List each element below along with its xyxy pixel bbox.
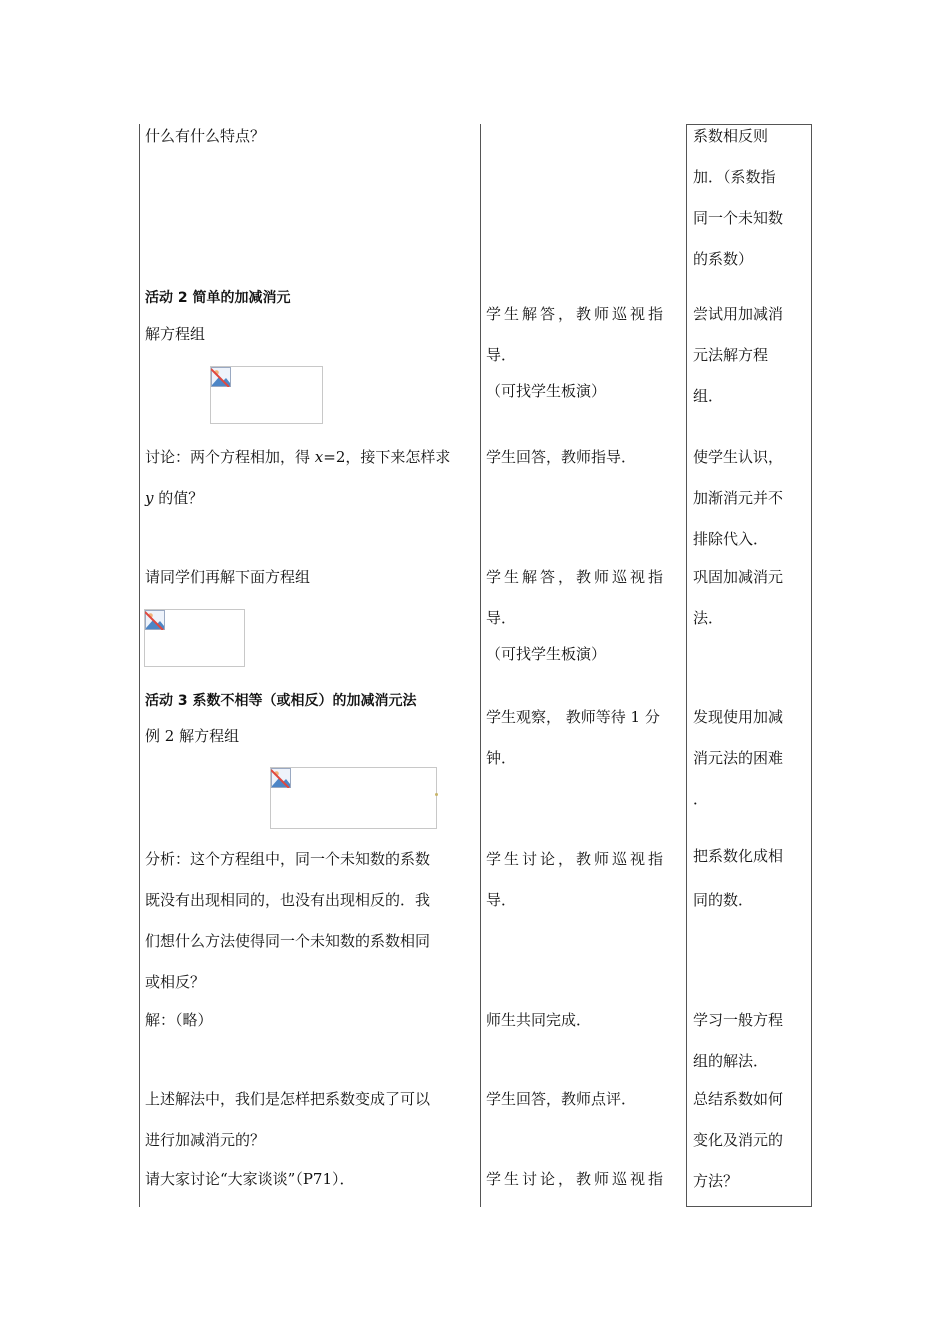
- teacher-activity-4-line-2: 钟．: [486, 749, 517, 767]
- column3-bottom-border: [686, 1206, 812, 1207]
- equation-image-3: [270, 767, 437, 829]
- example-2: 例 2 解方程组: [145, 727, 240, 745]
- discussion-text-b: =2，接下来怎样求: [323, 448, 451, 466]
- purpose-2-line-1: 尝试用加减消: [693, 305, 784, 323]
- broken-image-icon: [145, 610, 165, 630]
- above-line-1: 上述解法中，我们是怎样把系数变成了可以: [145, 1090, 431, 1108]
- solve-again-text: 请同学们再解下面方程组: [145, 568, 311, 586]
- equation-image-1: [210, 366, 323, 424]
- broken-image-icon: [271, 768, 291, 788]
- purpose-7-line-2: 组的解法．: [693, 1052, 769, 1070]
- purpose-4-line-1: 巩固加减消元: [693, 568, 784, 586]
- discussion-text-c: 的值？: [153, 489, 204, 507]
- purpose-1-line-4: 的系数）: [693, 250, 754, 268]
- teacher-activity-2: 学生回答，教师指导．: [486, 448, 637, 466]
- purpose-7-line-1: 学习一般方程: [693, 1011, 784, 1029]
- teacher-activity-3-line-1: 学生解答，教师巡视指: [486, 568, 667, 586]
- annotation-dot: [435, 793, 438, 796]
- table-right-border: [811, 124, 812, 1207]
- activity-3-title: 活动 3 系数不相等（或相反）的加减消元法: [145, 693, 417, 709]
- purpose-3-line-1: 使学生认识，: [693, 448, 784, 466]
- purpose-5-line-2: 消元法的困难: [693, 749, 784, 767]
- purpose-3-line-3: 排除代入．: [693, 530, 769, 548]
- analysis-line-2: 既没有出现相同的，也没有出现相反的．我: [145, 891, 431, 909]
- solution-text: 解：（略）: [145, 1011, 213, 1029]
- question-intro: 什么有什么特点？: [145, 127, 266, 145]
- purpose-1-line-3: 同一个未知数: [693, 209, 784, 227]
- variable-y: y: [145, 489, 154, 507]
- teacher-activity-6: 师生共同完成．: [486, 1011, 592, 1029]
- discussion-prompt: 请大家讨论“大家谈谈”（P71）．: [145, 1170, 355, 1188]
- teacher-activity-1-line-3: （可找学生板演）: [486, 382, 607, 400]
- teacher-activity-4-line-1: 学生观察， 教师等待 1 分: [486, 708, 660, 726]
- above-line-2: 进行加减消元的？: [145, 1131, 266, 1149]
- purpose-5-line-1: 发现使用加减: [693, 708, 784, 726]
- teacher-activity-7: 学生回答，教师点评．: [486, 1090, 637, 1108]
- teacher-activity-3-line-2: 导．: [486, 609, 517, 627]
- purpose-5-line-3: ．: [693, 790, 709, 808]
- purpose-6-line-2: 同的数．: [693, 891, 754, 909]
- teacher-activity-1-line-1: 学生解答，教师巡视指: [486, 305, 667, 323]
- purpose-8-line-3: 方法？: [693, 1172, 739, 1190]
- analysis-line-4: 或相反？: [145, 973, 206, 991]
- column-divider-2: [686, 124, 687, 1207]
- column-divider-1: [480, 124, 481, 1207]
- purpose-2-line-3: 组．: [693, 387, 724, 405]
- purpose-2-line-2: 元法解方程: [693, 346, 769, 364]
- analysis-line-1: 分析：这个方程组中，同一个未知数的系数: [145, 850, 431, 868]
- purpose-8-line-2: 变化及消元的: [693, 1131, 784, 1149]
- discussion-line-1: [145, 437, 450, 478]
- discussion-line-2: [145, 478, 203, 519]
- teacher-activity-8: 学生讨论，教师巡视指: [486, 1170, 667, 1188]
- teacher-activity-3-line-3: （可找学生板演）: [486, 645, 607, 663]
- purpose-4-line-2: 法．: [693, 609, 724, 627]
- teacher-activity-5-line-2: 导．: [486, 891, 517, 909]
- teacher-activity-5-line-1: 学生讨论，教师巡视指: [486, 850, 667, 868]
- teacher-activity-1-line-2: 导．: [486, 346, 517, 364]
- activity-2-solve: 解方程组: [145, 325, 206, 343]
- purpose-1-line-1: 系数相反则: [693, 127, 769, 145]
- purpose-3-line-2: 加渐消元并不: [693, 489, 784, 507]
- equation-image-2: [144, 609, 245, 667]
- purpose-1-line-2: 加．（系数指: [693, 168, 776, 186]
- table-left-border: [139, 124, 140, 1207]
- discussion-text-a: 讨论：两个方程相加，得: [145, 448, 315, 466]
- activity-2-title: 活动 2 简单的加减消元: [145, 290, 291, 306]
- purpose-8-line-1: 总结系数如何: [693, 1090, 784, 1108]
- variable-x: x: [314, 448, 324, 466]
- analysis-line-3: 们想什么方法使得同一个未知数的系数相同: [145, 932, 431, 950]
- purpose-6-line-1: 把系数化成相: [693, 847, 784, 865]
- broken-image-icon: [211, 367, 231, 387]
